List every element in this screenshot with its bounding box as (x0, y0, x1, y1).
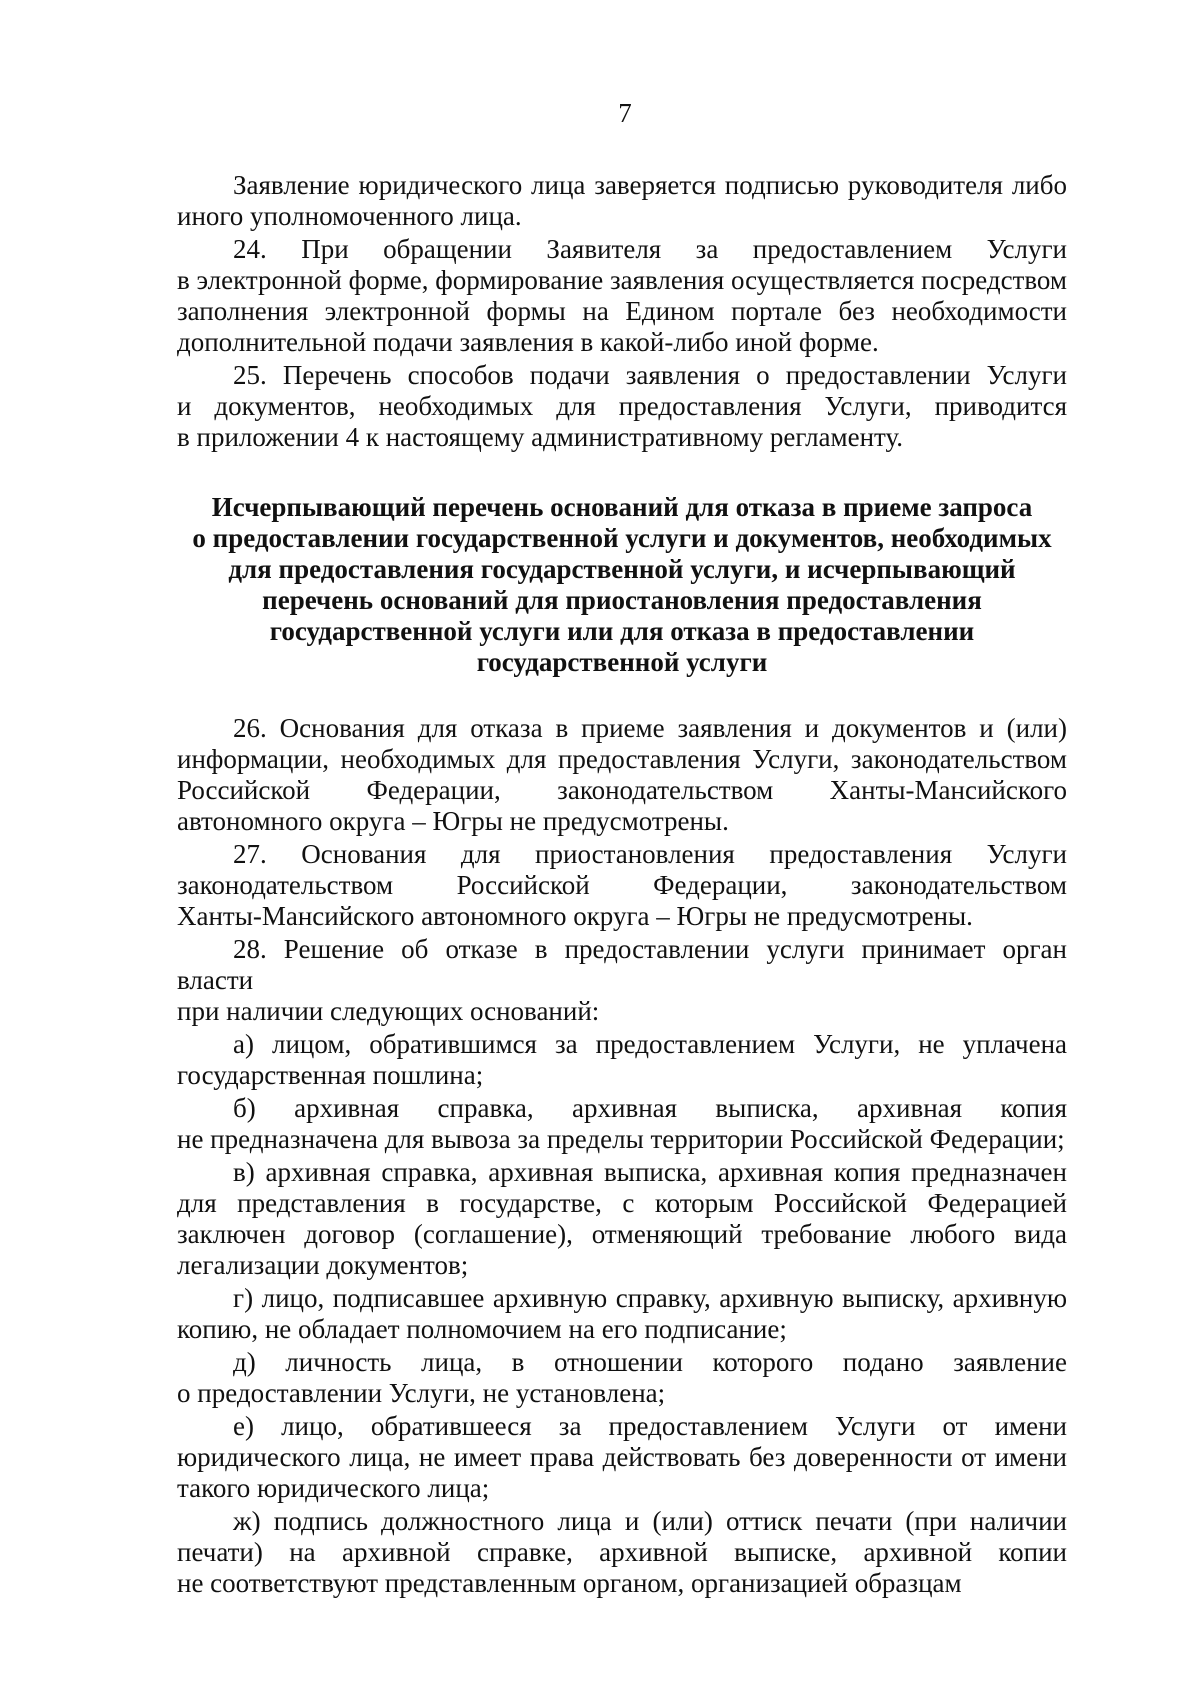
paragraph (177, 934, 1067, 1027)
paragraph-line: не соответствуют представленным органом, организацией образцам (177, 1568, 962, 1598)
paragraph (177, 234, 1067, 358)
paragraph-line: 28. Решение об отказе в предоставлении услуги принимает орган власти (177, 934, 1067, 995)
paragraph (177, 1157, 1067, 1281)
paragraph (177, 839, 1067, 932)
paragraph (177, 170, 1067, 232)
paragraph-line: не предназначена для вывоза за пределы территории Российской Федерации; (177, 1124, 1065, 1154)
paragraphs-bottom (177, 713, 1067, 1599)
heading-line: о предоставлении государственной услуги и документов, необходимых (192, 523, 1052, 553)
paragraph (177, 713, 1067, 837)
paragraph-line: в приложении 4 к настоящему административному регламенту. (177, 422, 904, 452)
paragraph-line: в электронной форме, формирование заявления осуществляется посредством (177, 265, 1067, 295)
paragraphs-top (177, 170, 1067, 453)
paragraph-line: д) личность лица, в отношении которого подано заявление (233, 1347, 1067, 1377)
paragraph-line: в) архивная справка, архивная выписка, архивная копия предназначен (233, 1157, 1067, 1187)
paragraph (177, 1029, 1067, 1091)
paragraph-line: законодательством Российской Федерации, законодательством (177, 870, 1067, 900)
paragraph (177, 1411, 1067, 1504)
paragraph-line: 26. Основания для отказа в приеме заявления и документов и (или) (233, 713, 1067, 743)
paragraph (177, 1506, 1067, 1599)
paragraph-line: Российской Федерации, законодательством Ханты-Мансийского (177, 775, 1067, 805)
paragraph-line: ж) подпись должностного лица и (или) оттиск печати (при наличии (233, 1506, 1067, 1536)
paragraph-line: заключен договор (соглашение), отменяющий требование любого вида (177, 1219, 1067, 1249)
paragraph-line: такого юридического лица; (177, 1473, 490, 1503)
heading-line: Исчерпывающий перечень оснований для отказа в приеме запроса (211, 492, 1033, 522)
paragraph (177, 360, 1067, 453)
paragraph-line: легализации документов; (177, 1250, 469, 1280)
paragraph-line: автономного округа – Югры не предусмотрены. (177, 806, 729, 836)
paragraph-line: б) архивная справка, архивная выписка, архивная копия (233, 1093, 1067, 1123)
paragraph-line: и документов, необходимых для предоставления Услуги, приводится (177, 391, 1067, 421)
paragraph-line: Заявление юридического лица заверяется подписью руководителя либо (233, 170, 1067, 200)
paragraph-line: иного уполномоченного лица. (177, 201, 522, 231)
paragraph-line: 27. Основания для приостановления предоставления Услуги (233, 839, 1067, 869)
paragraph-line: г) лицо, подписавшее архивную справку, архивную выписку, архивную (233, 1283, 1067, 1313)
heading-line: государственной услуги или для отказа в предоставлении (269, 616, 975, 646)
paragraph-line: 24. При обращении Заявителя за предоставлением Услуги (233, 234, 1067, 264)
heading-line: перечень оснований для приостановления предоставления (262, 585, 982, 615)
paragraph (177, 1093, 1067, 1155)
paragraph-line: а) лицом, обратившимся за предоставлением Услуги, не уплачена (233, 1029, 1067, 1059)
document-body (177, 170, 1067, 1601)
heading-line: для предоставления государственной услуги, и исчерпывающий (228, 554, 1016, 584)
section-heading (177, 492, 1067, 678)
paragraph-line: при наличии следующих оснований: (177, 996, 600, 1026)
paragraph-line: 25. Перечень способов подачи заявления о предоставлении Услуги (233, 360, 1067, 390)
paragraph-line: копию, не обладает полномочием на его подписание; (177, 1314, 787, 1344)
paragraph-line: Ханты-Мансийского автономного округа – Югры не предусмотрены. (177, 901, 973, 931)
paragraph (177, 1347, 1067, 1409)
paragraph-line: государственная пошлина; (177, 1060, 484, 1090)
heading-line: государственной услуги (476, 647, 768, 677)
paragraph-line: дополнительной подачи заявления в какой-либо иной форме. (177, 327, 879, 357)
paragraph-line: информации, необходимых для предоставления Услуги, законодательством (177, 744, 1067, 774)
paragraph-line: заполнения электронной формы на Едином портале без необходимости (177, 296, 1067, 326)
paragraph-line: е) лицо, обратившееся за предоставлением Услуги от имени (233, 1411, 1067, 1441)
paragraph-line: печати) на архивной справке, архивной выписке, архивной копии (177, 1537, 1067, 1567)
paragraph-line: для представления в государстве, с которым Российской Федерацией (177, 1188, 1067, 1218)
page-number: 7 (618, 98, 632, 128)
paragraph-line: о предоставлении Услуги, не установлена; (177, 1378, 666, 1408)
paragraph-line: юридического лица, не имеет права действовать без доверенности от имени (177, 1442, 1067, 1472)
paragraph (177, 1283, 1067, 1345)
